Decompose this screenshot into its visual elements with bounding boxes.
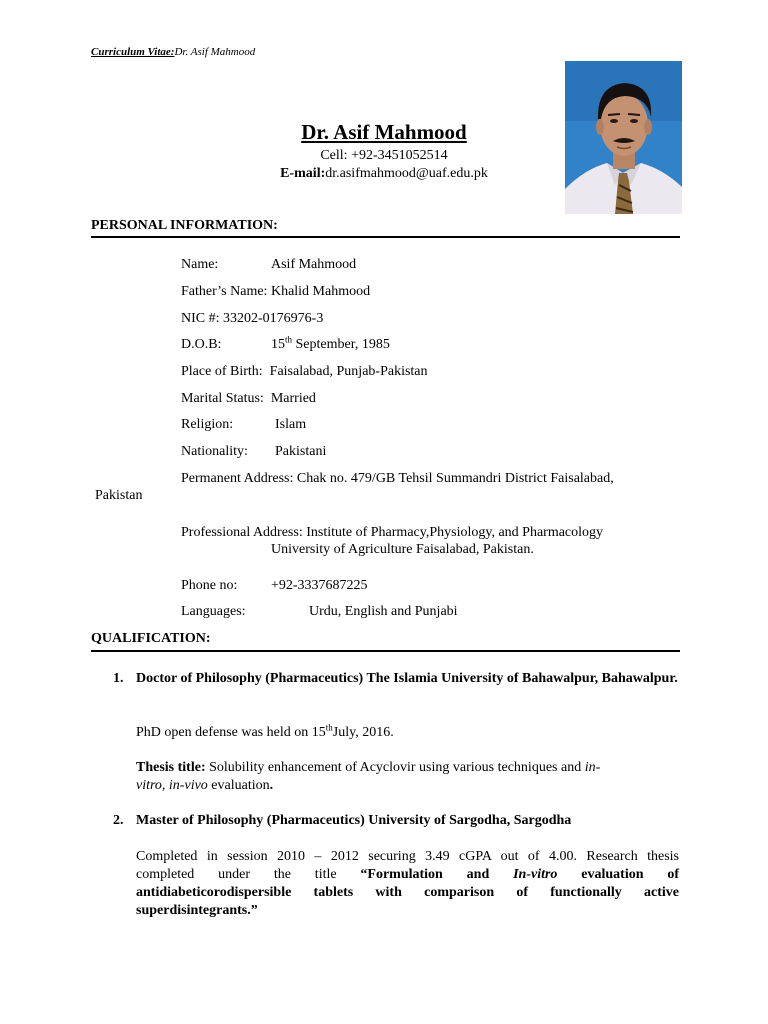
info-row-professional-address (181, 525, 603, 541)
info-value: Khalid Mahmood (270, 284, 371, 299)
info-label: Name: (181, 257, 219, 272)
candidate-name: Dr. Asif Mahmood (301, 120, 467, 144)
info-label: Religion: (181, 417, 234, 432)
info-value: Asif Mahmood (271, 257, 357, 272)
info-value: Chak no. 479/GB Tehsil Summandri District Faisalabad, (296, 471, 614, 486)
qualification-item-phd (113, 670, 679, 688)
info-value: Married (270, 391, 316, 406)
info-row-nic (181, 311, 323, 327)
info-label: Languages: (181, 604, 246, 619)
thesis-dot: . (269, 778, 274, 793)
running-header (91, 46, 255, 58)
thesis-italic-1: in- (584, 760, 601, 775)
info-row-phone (181, 578, 368, 594)
personal-info-rule (91, 236, 680, 238)
info-row-religion (181, 417, 306, 433)
info-row-languages (181, 604, 458, 620)
info-label: Phone no: (181, 578, 238, 593)
info-value: 33202-0176976-3 (223, 311, 324, 326)
info-value: +92-3337687225 (271, 578, 368, 593)
email-label: E-mail: (280, 166, 326, 181)
defense-text: PhD open defense was held on 15 (136, 725, 326, 740)
mphil-line-4-text: superdisintegrants. (136, 903, 251, 918)
info-label: Father’s Name: (181, 284, 268, 299)
dob-suffix: th (285, 334, 293, 345)
list-number: 1. (113, 671, 124, 686)
professional-address-continued: University of Agriculture Faisalabad, Pakistan. (271, 542, 534, 557)
info-label: Marital Status: (181, 391, 264, 406)
mphil-line-2 (136, 866, 679, 884)
info-row-nationality (181, 444, 326, 460)
info-value: Islam (275, 417, 307, 432)
dob-rest: September, 1985 (292, 337, 390, 352)
cell-number: +92-3451052514 (351, 148, 448, 163)
qualification-item-mphil (113, 813, 679, 829)
mphil-line-3: antidiabeticorodispersible tablets with comparison of functionally active (136, 885, 679, 900)
qualification-title: Master of Philosophy (Pharmaceutics) University of Sargodha, Sargodha (136, 813, 572, 828)
mphil-line-2-text: completed under the title (136, 867, 361, 882)
thesis-text: Solubility enhancement of Acyclovir using various techniques and (205, 760, 585, 775)
info-label: D.O.B: (181, 337, 222, 352)
email-address: dr.asifmahmood@uaf.edu.pk (325, 166, 488, 181)
info-row-name (181, 257, 356, 273)
running-header-name: Dr. Asif Mahmood (174, 46, 256, 58)
mphil-title-close: ” (250, 903, 258, 918)
contact-email (0, 166, 768, 182)
info-row-birthplace (181, 364, 428, 380)
defense-date: July, 2016. (332, 725, 394, 740)
info-label: Professional Address: (181, 525, 303, 540)
permanent-address-continued: Pakistan (95, 488, 143, 503)
mphil-title-open: “Formulation and (360, 867, 514, 882)
qualification-heading: QUALIFICATION: (91, 631, 211, 646)
info-label: NIC #: (181, 311, 220, 326)
mphil-line-4 (136, 902, 679, 920)
info-label: Permanent Address: (181, 471, 294, 486)
contact-cell (0, 148, 768, 164)
info-value: Faisalabad, Punjab-Pakistan (269, 364, 428, 379)
thesis-end: evaluation (207, 778, 270, 793)
thesis-italic-2: vitro, in-vivo (136, 778, 208, 793)
list-number: 2. (113, 813, 124, 828)
dob-day: 15 (271, 337, 285, 352)
info-row-dob (181, 334, 390, 353)
defense-suffix: th (325, 722, 333, 733)
cell-label: Cell: (320, 148, 352, 163)
mphil-title-italic: In-vitro (513, 867, 558, 882)
mphil-line-1: Completed in session 2010 – 2012 securing 3.49 cGPA out of 4.00. Research thesis (136, 849, 679, 864)
phd-defense (136, 724, 679, 742)
info-label: Place of Birth: (181, 364, 263, 379)
info-label: Nationality: (181, 444, 248, 459)
info-row-permanent-address (181, 471, 614, 487)
mphil-title-cont: evaluation of (557, 867, 679, 882)
phd-thesis (136, 759, 679, 795)
info-value: Urdu, English and Punjabi (309, 604, 458, 619)
running-header-label: Curriculum Vitae: (91, 46, 175, 58)
qualification-rule (91, 650, 680, 652)
mphil-description (136, 848, 679, 920)
thesis-label: Thesis title: (136, 760, 206, 775)
info-value: Pakistani (275, 444, 327, 459)
info-row-father (181, 284, 370, 300)
info-row-marital (181, 391, 316, 407)
personal-info-heading: PERSONAL INFORMATION: (91, 218, 278, 233)
info-value: Institute of Pharmacy,Physiology, and Pharmacology (306, 525, 604, 540)
qualification-title: Doctor of Philosophy (Pharmaceutics) The Islamia University of Bahawalpur, Bahawalpur. (136, 671, 678, 686)
